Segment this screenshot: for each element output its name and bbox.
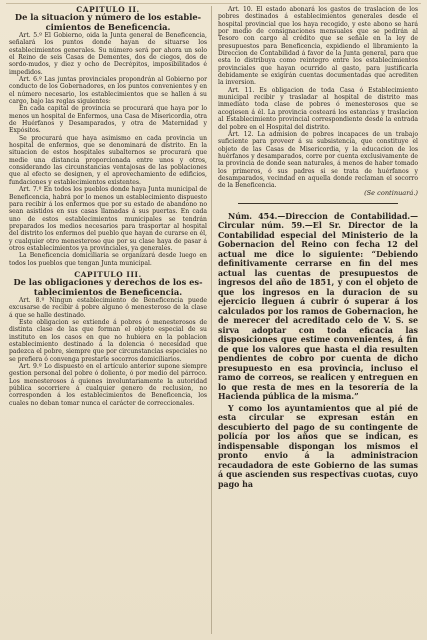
right-column	[218, 6, 418, 636]
section-rule	[238, 203, 398, 204]
article-8-paragraph-b: Este obligacion se extiende á pobres ó menesterosos de distinta clase de las que forman el objeto especial de su instituto en los casos en que no hubiera en la poblacion establecimiento destinado á la dolencia ó necesidad que padezca el pobre, siempre que por circunstancias especiales no se prefiera ó convenga prestarle socorros domiciliarios.	[9, 318, 207, 363]
article-7-paragraph-b: La Beneficencia domiciliaria se organizará desde luego en todos los pueblos que tengan Junta municipal.	[9, 252, 207, 267]
article-9: Art. 9.º Lo dispuesto en el artículo anterior supone siempre gestion personal del pobre ó doliente, ó por medio del párroco. Los menesterosos á quienes involuntariamente la autoridad pública socorriere á cualquier genero de reclusion, no corresponden á los establecimientos de Beneficencia, los cuales no deban tomar nunca el carácter de correccionales.	[9, 362, 207, 407]
article-7: Art. 7.º En todos los pueblos donde haya Junta municipal de Beneficencia, habrá por lo menos un establecimiento dispuesto para recibir á los enfermos que por su estado de abandono no sean asistidos en sus casas llamadas á sus puertas. En cada uno de estos establecimientos municipales se tendrán preparados los medios necesarios para trasportar al hospital del distrito los enfermos del pueblo que hayan de curarse en él, y cualquier otro menesteroso que por su clase haya de pasar á otros establecimientos ya provinciales, ya generales.	[9, 186, 207, 252]
article-6-paragraph-b: En cada capital de provincia se procurará que haya por lo menos un hospital de Enfermos, una Casa de Misericordia, otra de Huérfanos y Desamparados, y otra de Maternidad y Expósitos.	[9, 105, 207, 135]
article-11: Art. 11. Es obligacion de toda Casa ó Establecimiento municipal recibir y trasladar al hospital de distrito mas inmediato toda clase de pobres ó menesterosos que se acogiesen á él. La provincia costeará los estancias y traslacion al Establecimiento provincial correspondiente desde la entrada del pobre en el Hospital del distrito.	[218, 86, 418, 131]
chapter-3-heading: CAPITULO III.	[74, 269, 142, 279]
article-6: Art. 6.º Las juntas provinciales propondrán al Gobierno por conducto de los Gobernadores, en los puntos convenientes y en el número necesario, los establecimientos que se hallen á su cargo, bajo las reglas siguientes:	[9, 76, 207, 106]
continued-note: (Se continuará.)	[364, 188, 418, 197]
chapter-2-heading: CAPITULO II.	[76, 5, 140, 14]
left-column	[9, 6, 207, 636]
article-10: Art. 10. El estado abonará los gastos de traslacion de los pobres destinados á establecimientos generales desde el hospital provincial que los haya recogido, y este abono se hará por medio de consignaciones mensuales que se pedirán al Tesoro con cargo al crédito que se señale en la ley de presupuestos para Beneficencia, expidiendo el libramiento la Direccion de Contabilidad á favor de la Junta general, para que esta lo distribuya como reintegro entre los establecimientos provinciales que hayan ocurrido al gasto, para justificarla debidamente se exigirán cuentas documentadas que acrediten la inversion.	[218, 6, 418, 87]
article-6-paragraph-c: Se procurará que haya asimismo en cada provincia un hospital de enfermos, que se denominará de distrito. En la situacion de estos hospitales subalternos se procurará que medie una distancia proporcionada entre unos y otros, considerando las circunstancias ventajosas de las poblaciones que al efecto se designen, y el aprovechamiento de edificios, fundaciones y establecimientos existentes.	[9, 134, 207, 186]
top-border	[6, 3, 421, 4]
column-divider	[211, 6, 212, 634]
article-12: Art. 12. La admision de pobres incapaces de un trabajo suficiente para proveer á su subsistencia, que constituye el objeto de las Casas de Misericordia, y la educacion de los huérfanos y desamparados, corre por cuenta exclusivamente de la provincia de donde sean naturales, á menos de haber tomado los primeros, ó sus padres si se trata de huérfanos y desamparados, vecindad en aquella donde reclaman el socorro de la Beneficencia.	[218, 130, 418, 190]
circular-notice-continuation: Y como los ayuntamientos que al pié de esta circular se expresan están en descubierto del pago de su contingente de policía por los años que se indican, es indispensable dispongan los mismos el pronto envio á la administracion recaudadora de este Gobierno de las sumas á que ascienden sus respectivas cuotas, cuyo pago ha	[218, 403, 418, 489]
circular-notice: Núm. 454.—Direccion de Contabilidad.—Circular núm. 59.—El Sr. Director de la Contabilidad especial del Ministerio de la Gobernacion del Reino con fecha 12 del actual me dice lo siguiente: “Debiendo definitivamente cerrarse en fin del mes actual las cuentas de presupuestos de ingresos del año de 1851, y con el objeto de que los ingresos en la duracion de su ejercicio lleguen á cubrir ó superar á los calculados por los ramos de Gobernacion, he de merecer del acreditado celo de V. S. se sirva adoptar con toda eficacia las disposiciones que estime convenientes, á fin de que los valores que hasta el dia resulten pendientes de cobro por cuenta de dicho presupuesto en esa provincia, incluso el ramo de correos, se realicen y entreguen en lo que resta de mes en la tesorería de la Hacienda pública de la misma.”	[218, 211, 418, 402]
article-8: Art. 8.º Ningun establecimiento de Beneficencia puede excusarse de recibir á pobre alguno ó menesteroso de la clase á que se halle destinado.	[9, 296, 207, 319]
chapter-2-subtitle: De la situacion y número de los estable-cimientos de Beneficencia.	[14, 12, 202, 32]
article-5: Art. 5.º El Gobierno, oida la Junta general de Beneficencia, señalará los puntos donde hayan de situarse los establecimientos generales. Su número será por ahora un solo el Reino de seis Casas de Dementes, dos de ciegos, dos de sordo-mudos, y diez y ocho de Decrépitos, imposibilitados é impedidos.	[9, 31, 207, 76]
chapter-3-subtitle: De las obligaciones y derechos de los es-tablecimientos de Beneficencia.	[13, 277, 203, 297]
